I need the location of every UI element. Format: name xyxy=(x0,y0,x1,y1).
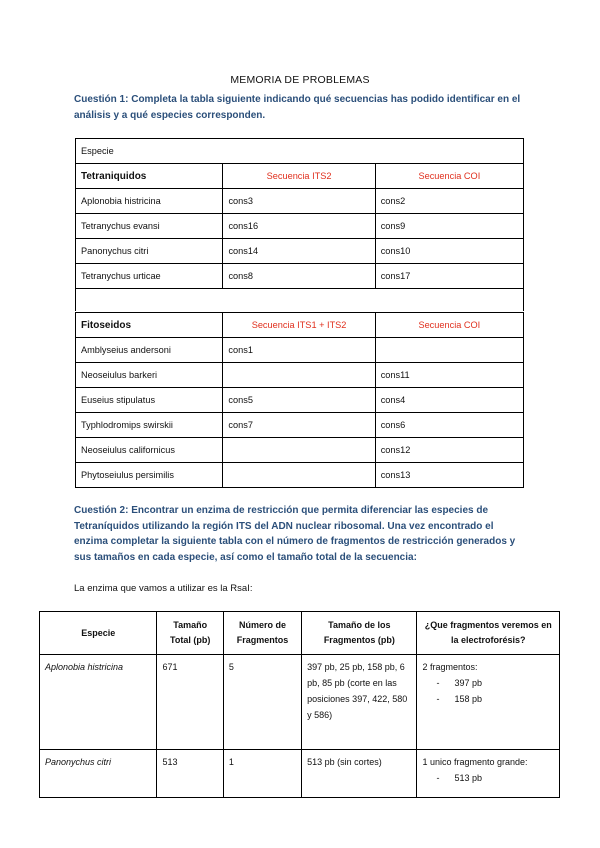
coi-cell: cons4 xyxy=(375,388,523,413)
its-cell: cons8 xyxy=(223,264,375,289)
col-coi-header: Secuencia COI xyxy=(375,313,523,338)
its-cell xyxy=(223,463,375,488)
fragment-sizes-cell: 513 pb (sin cortes) xyxy=(302,750,417,798)
total-size-cell: 513 xyxy=(157,750,223,798)
total-size-cell: 671 xyxy=(157,655,223,750)
list-item: - 158 pb xyxy=(436,691,554,707)
coi-cell: cons12 xyxy=(375,438,523,463)
question-2: Cuestión 2: Encontrar un enzima de restricción que permita diferenciar las especies de Tetraníquidos utilizando la región ITS del ADN nuclear ribosomal. Una vez encontrado el enzima completar la siguiente tabla con el número de fragmentos de restricción generados y sus tamaños en cada especie, así como el tamaño total de la secuencia: xyxy=(74,505,516,563)
sequence-table-fitoseidos xyxy=(75,312,524,488)
its-cell: cons5 xyxy=(223,388,375,413)
col-its1-its2-header: Secuencia ITS1 + ITS2 xyxy=(223,313,375,338)
fragment-count-cell: 1 xyxy=(223,750,301,798)
col-coi-header: Secuencia COI xyxy=(375,164,523,189)
its-cell xyxy=(223,363,375,388)
its-cell: cons16 xyxy=(223,214,375,239)
its-cell xyxy=(223,438,375,463)
coi-cell: cons9 xyxy=(375,214,523,239)
coi-cell: cons2 xyxy=(375,189,523,214)
gel-fragment-list xyxy=(422,770,554,786)
table-row xyxy=(76,239,524,264)
coi-cell: cons17 xyxy=(375,264,523,289)
coi-cell: cons10 xyxy=(375,239,523,264)
species-cell: Panonychus citri xyxy=(40,750,157,798)
species-header: Especie xyxy=(76,139,524,164)
header-numero-fragmentos: Número de Fragmentos xyxy=(223,612,301,655)
table-row xyxy=(76,463,524,488)
enzyme-intro: La enzima que vamos a utilizar es la RsaI: xyxy=(74,583,253,594)
table-row xyxy=(76,438,524,463)
header-tamano-fragmentos: Tamaño de los Fragmentos (pb) xyxy=(302,612,417,655)
table-row xyxy=(76,189,524,214)
coi-cell: cons13 xyxy=(375,463,523,488)
table-row xyxy=(76,363,524,388)
species-cell: Neoseiulus barkeri xyxy=(76,363,223,388)
species-cell: Phytoseiulus persimilis xyxy=(76,463,223,488)
header-electroforesis: ¿Que fragmentos veremos en la electroforésis? xyxy=(417,612,560,655)
fragment-count-cell: 5 xyxy=(223,655,301,750)
its-cell: cons3 xyxy=(223,189,375,214)
species-cell: Neoseiulus californicus xyxy=(76,438,223,463)
species-cell: Tetranychus evansi xyxy=(76,214,223,239)
coi-cell xyxy=(375,338,523,363)
table-row xyxy=(76,388,524,413)
col-its2-header: Secuencia ITS2 xyxy=(223,164,375,189)
table-row xyxy=(40,750,560,798)
gel-fragment-list xyxy=(422,675,554,707)
gel-cell xyxy=(417,655,560,750)
table-row xyxy=(40,655,560,750)
question-1: Cuestión 1: Completa la tabla siguiente indicando qué secuencias has podido identificar en el análisis y a qué especies corresponden. xyxy=(74,94,521,121)
table-spacer xyxy=(75,287,524,311)
species-cell: Euseius stipulatus xyxy=(76,388,223,413)
table-row xyxy=(76,214,524,239)
fragment-sizes-cell: 397 pb, 25 pb, 158 pb, 6 pb, 85 pb (corte en las posiciones 397, 422, 580 y 586) xyxy=(302,655,417,750)
coi-cell: cons6 xyxy=(375,413,523,438)
species-cell: Aplonobia histricina xyxy=(76,189,223,214)
header-tamano-total: Tamaño Total (pb) xyxy=(157,612,223,655)
table-row xyxy=(76,338,524,363)
species-cell: Typhlodromips swirskii xyxy=(76,413,223,438)
species-cell: Amblyseius andersoni xyxy=(76,338,223,363)
gel-cell xyxy=(417,750,560,798)
restriction-table xyxy=(39,611,560,798)
its-cell: cons14 xyxy=(223,239,375,264)
species-cell: Tetranychus urticae xyxy=(76,264,223,289)
table-row xyxy=(76,413,524,438)
list-item: - 513 pb xyxy=(436,770,554,786)
species-cell: Aplonobia histricina xyxy=(40,655,157,750)
group-tetraniquidos: Tetraniquidos xyxy=(76,164,223,189)
its-cell: cons1 xyxy=(223,338,375,363)
page-title: MEMORIA DE PROBLEMAS xyxy=(230,74,370,86)
sequence-table-tetraniquidos xyxy=(75,138,524,289)
coi-cell: cons11 xyxy=(375,363,523,388)
header-especie: Especie xyxy=(40,612,157,655)
gel-title: 2 fragmentos: xyxy=(422,662,478,672)
table-row xyxy=(76,264,524,289)
gel-title: 1 unico fragmento grande: xyxy=(422,757,528,767)
its-cell: cons7 xyxy=(223,413,375,438)
list-item: - 397 pb xyxy=(436,675,554,691)
group-fitoseidos: Fitoseidos xyxy=(76,313,223,338)
species-cell: Panonychus citri xyxy=(76,239,223,264)
